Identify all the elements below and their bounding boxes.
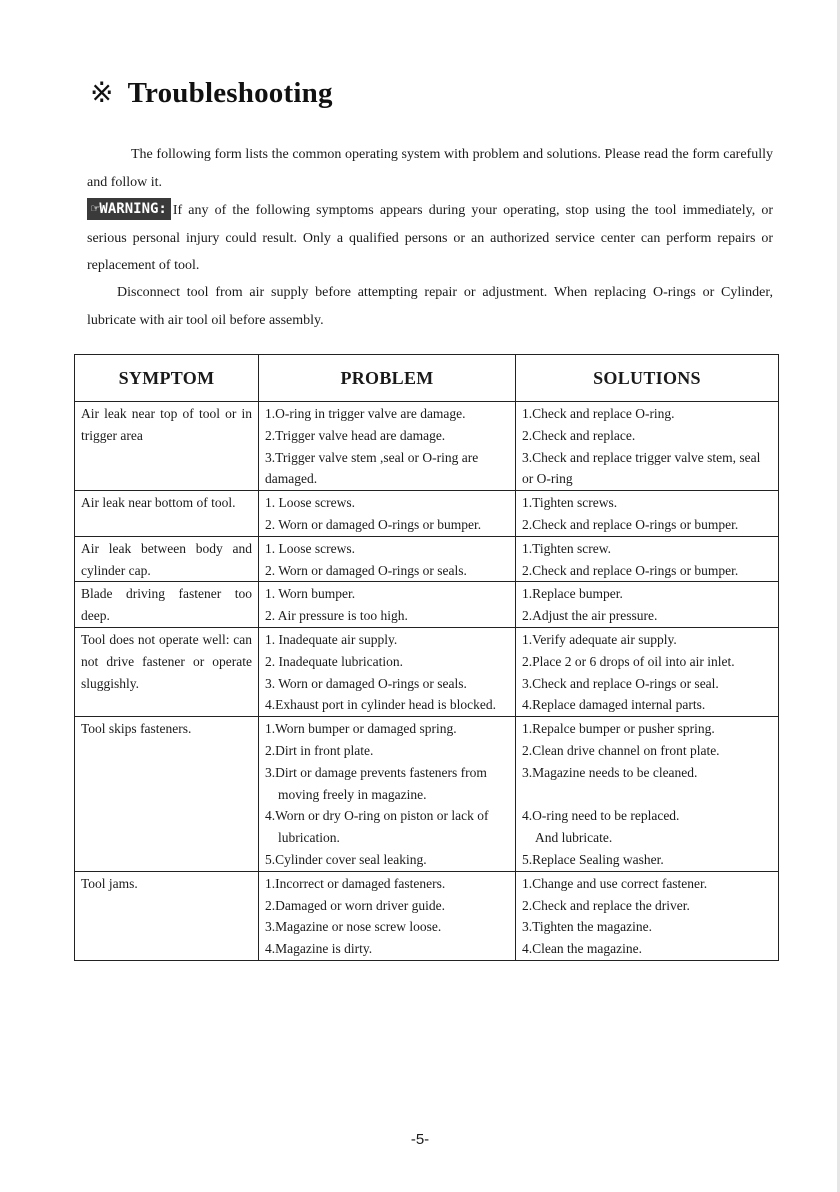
problem-line: 3.Magazine or nose screw loose. (265, 919, 442, 935)
solution-cell (516, 627, 779, 716)
table-row (75, 627, 779, 716)
problem-cell (259, 402, 516, 491)
problem-line: 2. Worn or damaged O-rings or seals. (265, 562, 467, 578)
solution-line: 1.Check and replace O-ring. (522, 406, 675, 421)
solution-line: 5.Replace Sealing washer. (522, 851, 664, 867)
problem-line: 4.Worn or dry O-ring on piston or lack of (265, 808, 489, 824)
symptom-cell: Tool does not operate well: can not drive fastener or operate sluggishly. (75, 627, 259, 716)
warning-paragraph (87, 197, 773, 280)
solution-line: 2.Check and replace. (522, 427, 636, 443)
problem-line: 5.Cylinder cover seal leaking. (265, 851, 427, 867)
problem-cell (259, 536, 516, 582)
problem-line: lubrication. (278, 830, 340, 846)
solution-line: 1.Change and use correct fastener. (522, 875, 708, 891)
solution-line: 3.Check and replace trigger valve stem, seal or O-ring (522, 449, 761, 487)
problem-cell (259, 491, 516, 537)
symptom-cell: Air leak near bottom of tool. (75, 491, 259, 537)
problem-line: 1.Incorrect or damaged fasteners. (265, 875, 446, 891)
problem-line: 2.Dirt in front plate. (265, 742, 374, 758)
troubleshooting-table (74, 354, 779, 961)
solution-line: 3.Tighten the magazine. (522, 919, 652, 935)
problem-cell (259, 627, 516, 716)
problem-line: 4.Exhaust port in cylinder head is blocked. (265, 697, 496, 713)
symptom-cell: Air leak between body and cylinder cap. (75, 536, 259, 582)
problem-line: 1. Worn bumper. (265, 586, 356, 602)
table-row (75, 871, 779, 960)
solution-line: 2.Clean drive channel on front plate. (522, 742, 720, 758)
solution-cell (516, 491, 779, 537)
solution-cell (516, 871, 779, 960)
problem-line: 1. Inadequate air supply. (265, 631, 398, 647)
problem-cell (259, 871, 516, 960)
intro-paragraph: The following form lists the common operating system with problem and solutions. Please read the form carefully and follow it. (87, 147, 773, 190)
page-number: -5- (410, 1131, 430, 1148)
page-title (90, 76, 333, 110)
solution-line: 1.Replace bumper. (522, 586, 623, 602)
problem-line: 2. Worn or damaged O-rings or bumper. (265, 516, 482, 532)
solution-line: 4.Clean the magazine. (522, 941, 642, 957)
problem-cell (259, 717, 516, 872)
problem-line: 2.Trigger valve head are damage. (265, 427, 446, 443)
solution-line: And lubricate. (535, 830, 613, 846)
header-symptom: SYMPTOM (75, 355, 259, 402)
problem-line: 2.Damaged or worn driver guide. (265, 897, 445, 913)
symptom-cell: Tool jams. (75, 871, 259, 960)
symptom-cell: Blade driving fastener too deep. (75, 582, 259, 628)
solution-line: 1.Tighten screw. (522, 540, 611, 556)
solution-line: 1.Verify adequate air supply. (522, 631, 677, 647)
solution-line: 2.Check and replace the driver. (522, 897, 690, 913)
header-problem: PROBLEM (259, 355, 516, 402)
table-row (75, 717, 779, 872)
solution-line: 4.Replace damaged internal parts. (522, 697, 706, 713)
problem-line: 1. Loose screws. (265, 540, 355, 556)
problem-line: 2. Inadequate lubrication. (265, 653, 403, 669)
problem-line: 3.Trigger valve stem ,seal or O-ring are damaged. (265, 449, 479, 487)
symptom-cell: Air leak near top of tool or in trigger area (75, 402, 259, 491)
maintenance-note: Disconnect tool from air supply before attempting repair or adjustment. When replacing O-rings or Cylinder, lubricate with air tool oil before assembly. (87, 285, 773, 328)
title-text: Troubleshooting (127, 77, 333, 109)
problem-cell (259, 582, 516, 628)
problem-line: 4.Magazine is dirty. (265, 941, 373, 957)
solution-line: 3.Check and replace O-rings or seal. (522, 675, 719, 691)
problem-line: 3.Dirt or damage prevents fasteners from (265, 764, 487, 780)
solution-line: 1.Repalce bumper or pusher spring. (522, 721, 715, 737)
solution-cell (516, 402, 779, 491)
problem-line: moving freely in magazine. (278, 786, 427, 802)
table-row (75, 536, 779, 582)
table-row (75, 582, 779, 628)
solution-line: 4.O-ring need to be replaced. (522, 808, 680, 824)
solution-line: 2.Adjust the air pressure. (522, 608, 658, 624)
warning-text: If any of the following symptoms appears during your operating, stop using the tool immediately, or serious personal injury could result. Only a qualified persons or an authorized service center can perform repairs or replacement of tool. (87, 203, 773, 273)
problem-line: 3. Worn or damaged O-rings or seals. (265, 675, 467, 691)
reference-mark-icon: ※ (90, 78, 114, 109)
problem-line: 1.O-ring in trigger valve are damage. (265, 406, 466, 421)
solution-line: 3.Magazine needs to be cleaned. (522, 764, 698, 780)
problem-line: 2. Air pressure is too high. (265, 608, 408, 624)
solution-line: 2.Check and replace O-rings or bumper. (522, 516, 739, 532)
solution-line: 2.Place 2 or 6 drops of oil into air inlet. (522, 653, 735, 669)
solution-cell (516, 582, 779, 628)
solution-line: 2.Check and replace O-rings or bumper. (522, 562, 739, 578)
table-row (75, 402, 779, 491)
header-solutions: SOLUTIONS (516, 355, 779, 402)
table-header-row (75, 355, 779, 402)
problem-line: 1.Worn bumper or damaged spring. (265, 721, 457, 737)
warning-badge: ☞WARNING: (87, 198, 171, 220)
symptom-cell: Tool skips fasteners. (75, 717, 259, 872)
solution-line (522, 784, 772, 806)
problem-line: 1. Loose screws. (265, 495, 355, 511)
solution-cell (516, 717, 779, 872)
table-row (75, 491, 779, 537)
solution-line: 1.Tighten screws. (522, 495, 618, 511)
solution-cell (516, 536, 779, 582)
